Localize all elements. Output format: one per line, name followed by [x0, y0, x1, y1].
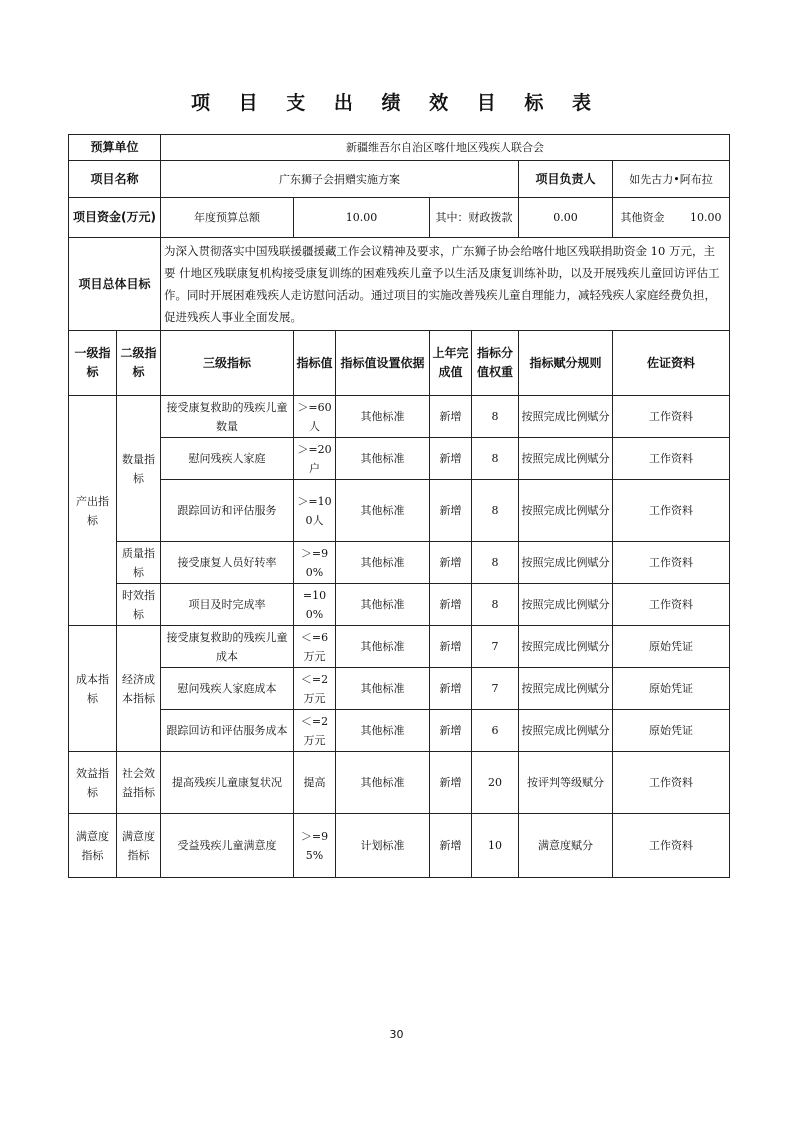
table-row: [69, 752, 730, 814]
leader-value: 如先古力•阿布拉: [613, 161, 730, 198]
table-row: [69, 668, 730, 710]
indicator-basis: 其他标准: [336, 710, 430, 752]
indicator-prev: 新增: [430, 626, 472, 668]
project-name-label: 项目名称: [69, 161, 161, 198]
table-row: [69, 584, 730, 626]
header-evidence: 佐证资料: [613, 331, 730, 396]
indicator-evidence: 工作资料: [613, 480, 730, 542]
indicator-name: 项目及时完成率: [161, 584, 294, 626]
indicator-rule: 按照完成比例赋分: [519, 438, 613, 480]
indicator-evidence: 工作资料: [613, 396, 730, 438]
indicator-prev: 新增: [430, 668, 472, 710]
indicator-rule: 按照完成比例赋分: [519, 396, 613, 438]
indicator-weight: 10: [472, 814, 519, 878]
header-basis: 指标值设置依据: [336, 331, 430, 396]
indicator-weight: 7: [472, 626, 519, 668]
indicator-weight: 8: [472, 438, 519, 480]
category-economic: 经济成本指标: [117, 626, 161, 752]
header-l3: 三级指标: [161, 331, 294, 396]
indicator-prev: 新增: [430, 814, 472, 878]
other-funds-cell: [613, 198, 730, 238]
header-weight: 指标分值权重: [472, 331, 519, 396]
indicator-value: ＜=6万元: [294, 626, 336, 668]
indicator-rule: 按照完成比例赋分: [519, 626, 613, 668]
category-quantity: 数量指标: [117, 396, 161, 542]
performance-table: [68, 134, 730, 878]
indicator-basis: 其他标准: [336, 438, 430, 480]
indicator-prev: 新增: [430, 752, 472, 814]
indicator-prev: 新增: [430, 396, 472, 438]
indicator-rule: 按照完成比例赋分: [519, 584, 613, 626]
indicator-name: 接受康复人员好转率: [161, 542, 294, 584]
fiscal-value: 0.00: [519, 198, 613, 238]
indicator-value: ＞=60人: [294, 396, 336, 438]
indicator-weight: 8: [472, 542, 519, 584]
category-cost: 成本指标: [69, 626, 117, 752]
other-funds-value: 10.00: [690, 211, 722, 224]
page-number: 30: [389, 1028, 404, 1041]
indicator-rule: 满意度赋分: [519, 814, 613, 878]
indicator-value: 提高: [294, 752, 336, 814]
indicator-weight: 8: [472, 396, 519, 438]
category-timeliness: 时效指标: [117, 584, 161, 626]
funds-label: 项目资金(万元): [69, 198, 161, 238]
indicator-evidence: 原始凭证: [613, 626, 730, 668]
indicator-basis: 其他标准: [336, 542, 430, 584]
indicator-evidence: 工作资料: [613, 438, 730, 480]
table-row: [69, 542, 730, 584]
indicator-name: 慰问残疾人家庭: [161, 438, 294, 480]
indicator-rule: 按照完成比例赋分: [519, 668, 613, 710]
category-satisfaction-sub: 满意度指标: [117, 814, 161, 878]
indicator-name: 提高残疾儿童康复状况: [161, 752, 294, 814]
header-l1: 一级指标: [69, 331, 117, 396]
indicator-rule: 按照完成比例赋分: [519, 480, 613, 542]
annual-budget-label: 年度预算总额: [161, 198, 294, 238]
indicator-value: ＜=2万元: [294, 668, 336, 710]
indicator-evidence: 工作资料: [613, 814, 730, 878]
header-rule: 指标赋分规则: [519, 331, 613, 396]
table-row: [69, 626, 730, 668]
header-l2: 二级指标: [117, 331, 161, 396]
other-funds-label: 其他资金: [620, 211, 665, 224]
indicator-evidence: 原始凭证: [613, 710, 730, 752]
indicator-prev: 新增: [430, 584, 472, 626]
indicator-name: 受益残疾儿童满意度: [161, 814, 294, 878]
indicator-name: 接受康复救助的残疾儿童数量: [161, 396, 294, 438]
indicator-weight: 6: [472, 710, 519, 752]
indicator-prev: 新增: [430, 710, 472, 752]
unit-value: 新疆维吾尔自治区喀什地区残疾人联合会: [161, 135, 730, 161]
indicator-name: 慰问残疾人家庭成本: [161, 668, 294, 710]
indicator-value: ＜=2万元: [294, 710, 336, 752]
indicator-rule: 按照完成比例赋分: [519, 710, 613, 752]
indicator-name: 跟踪回访和评估服务: [161, 480, 294, 542]
fiscal-label: 其中：财政拨款: [430, 198, 519, 238]
annual-budget-value: 10.00: [294, 198, 430, 238]
indicator-prev: 新增: [430, 542, 472, 584]
header-value: 指标值: [294, 331, 336, 396]
category-benefit: 效益指标: [69, 752, 117, 814]
table-row: [69, 396, 730, 438]
indicator-prev: 新增: [430, 480, 472, 542]
indicator-value: ＞=100人: [294, 480, 336, 542]
indicator-basis: 其他标准: [336, 626, 430, 668]
indicator-basis: 其他标准: [336, 668, 430, 710]
table-row: [69, 438, 730, 480]
indicator-basis: 其他标准: [336, 396, 430, 438]
indicator-name: 跟踪回访和评估服务成本: [161, 710, 294, 752]
indicator-basis: 计划标准: [336, 814, 430, 878]
table-row: [69, 480, 730, 542]
indicator-basis: 其他标准: [336, 584, 430, 626]
table-row: [69, 710, 730, 752]
indicator-value: ＞=95%: [294, 814, 336, 878]
indicator-value: ＞=90%: [294, 542, 336, 584]
indicator-basis: 其他标准: [336, 752, 430, 814]
indicator-weight: 8: [472, 584, 519, 626]
indicator-prev: 新增: [430, 438, 472, 480]
indicator-basis: 其他标准: [336, 480, 430, 542]
project-name-value: 广东狮子会捐赠实施方案: [161, 161, 519, 198]
indicator-name: 接受康复救助的残疾儿童成本: [161, 626, 294, 668]
indicator-rule: 按照完成比例赋分: [519, 542, 613, 584]
indicator-weight: 20: [472, 752, 519, 814]
indicator-evidence: 工作资料: [613, 752, 730, 814]
category-quality: 质量指标: [117, 542, 161, 584]
goal-text: 为深入贯彻落实中国残联援疆援藏工作会议精神及要求，广东狮子协会给喀什地区残联捐助资金 10 万元，主要 什地区残联康复机构接受康复训练的困难残疾儿童予以生活及康复训练补助，以及开展残疾儿童回访评估工作。同时开展困难残疾人走访慰问活动。通过项目的实施改善残疾儿童自理能力，减轻残疾人家庭经费负担，促进残疾人事业全面发展。: [161, 238, 730, 331]
indicator-weight: 7: [472, 668, 519, 710]
indicator-value: =100%: [294, 584, 336, 626]
leader-label: 项目负责人: [519, 161, 613, 198]
header-prev: 上年完成值: [430, 331, 472, 396]
indicator-evidence: 原始凭证: [613, 668, 730, 710]
page-title: 项 目 支 出 绩 效 目 标 表: [191, 92, 602, 114]
indicator-evidence: 工作资料: [613, 584, 730, 626]
unit-label: 预算单位: [69, 135, 161, 161]
indicator-rule: 按评判等级赋分: [519, 752, 613, 814]
category-output: 产出指标: [69, 396, 117, 626]
goal-label: 项目总体目标: [69, 238, 161, 331]
indicator-value: ＞=20户: [294, 438, 336, 480]
category-social: 社会效益指标: [117, 752, 161, 814]
indicator-evidence: 工作资料: [613, 542, 730, 584]
table-row: [69, 814, 730, 878]
category-satisfaction: 满意度指标: [69, 814, 117, 878]
indicator-weight: 8: [472, 480, 519, 542]
